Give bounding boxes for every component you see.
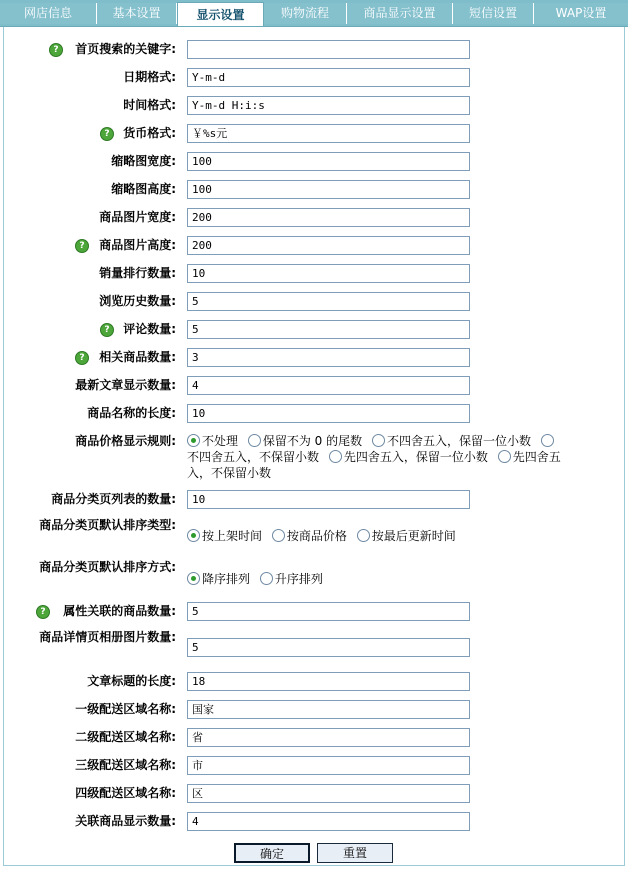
field-label: 时间格式:: [123, 98, 176, 112]
radio-label: 先四舍五入，保留一位小数: [343, 450, 488, 464]
tab-goods-display[interactable]: 商品显示设置: [347, 3, 453, 24]
field-label: 最新文章显示数量:: [75, 378, 176, 392]
goods-name-length-input[interactable]: 10: [187, 404, 470, 423]
row-currency-format: [4, 124, 624, 144]
field-label: 日期格式:: [123, 70, 176, 84]
field-label: 销量排行数量:: [99, 266, 176, 280]
row-image-width: [4, 208, 624, 228]
field-label: 关联商品显示数量:: [75, 814, 176, 828]
field-label: 评论数量:: [123, 322, 176, 336]
history-number-input[interactable]: 5: [187, 292, 470, 311]
row-sort-type: [4, 518, 624, 550]
settings-form: [3, 27, 625, 866]
row-article-title-length: [4, 672, 624, 692]
thumb-width-input[interactable]: 100: [187, 152, 470, 171]
image-height-input[interactable]: 200: [187, 236, 470, 255]
radio-label: 升序排列: [274, 572, 323, 586]
radio-label: 不四舍五入，不保留小数: [187, 450, 320, 464]
radio-sort-order-0[interactable]: [187, 572, 200, 585]
currency-format-input[interactable]: ￥%s元: [187, 124, 470, 143]
field-label: 一级配送区域名称:: [75, 702, 176, 716]
radio-label: 不四舍五入，保留一位小数: [386, 434, 531, 448]
radio-label: 按最后更新时间: [371, 529, 456, 543]
field-label: 四级配送区域名称:: [75, 786, 176, 800]
field-label: 商品图片高度:: [99, 238, 176, 252]
field-label: 三级配送区域名称:: [75, 758, 176, 772]
tab-display-settings[interactable]: 显示设置: [177, 2, 264, 26]
time-format-input[interactable]: Y-m-d H:i:s: [187, 96, 470, 115]
radio-label: 降序排列: [202, 572, 251, 586]
row-comments-number: [4, 320, 624, 340]
related-goods-display-input[interactable]: 4: [187, 812, 470, 831]
tab-wap-settings[interactable]: WAP设置: [534, 3, 628, 24]
radio-label: 按上架时间: [202, 529, 263, 543]
tab-basic-settings[interactable]: 基本设置: [97, 3, 177, 24]
radio-label: 先四舍五入，不保留小数: [187, 450, 561, 480]
radio-price-format-0[interactable]: [187, 434, 200, 447]
field-label: 商品分类页默认排序类型:: [39, 518, 176, 532]
page-size-input[interactable]: 10: [187, 490, 470, 509]
row-search-keywords: [4, 40, 624, 60]
related-goods-number-input[interactable]: 3: [187, 348, 470, 367]
tab-shopping-flow[interactable]: 购物流程: [264, 3, 347, 24]
goods-gallery-number-input[interactable]: 5: [187, 638, 470, 657]
article-number-input[interactable]: 4: [187, 376, 470, 395]
sort-type-radio-group: [187, 528, 567, 544]
row-article-number: [4, 376, 624, 396]
row-region-3: [4, 756, 624, 776]
reset-button[interactable]: 重置: [317, 843, 393, 863]
row-goods-name-length: [4, 404, 624, 424]
field-label: 相关商品数量:: [99, 350, 176, 364]
radio-label: 不处理: [202, 434, 239, 448]
date-format-input[interactable]: Y-m-d: [187, 68, 470, 87]
radio-sort-type-2[interactable]: [357, 529, 370, 542]
attr-related-number-input[interactable]: 5: [187, 602, 470, 621]
radio-sort-order-1[interactable]: [260, 572, 273, 585]
field-label: 商品图片宽度:: [99, 210, 176, 224]
top-number-input[interactable]: 10: [187, 264, 470, 283]
field-label: 属性关联的商品数量:: [63, 604, 176, 618]
field-label: 商品分类页列表的数量:: [51, 492, 176, 506]
row-image-height: [4, 236, 624, 256]
radio-price-format-5[interactable]: [498, 450, 511, 463]
row-sort-order: [4, 560, 624, 592]
field-label: 商品价格显示规则:: [75, 434, 176, 448]
radio-sort-type-0[interactable]: [187, 529, 200, 542]
radio-price-format-1[interactable]: [248, 434, 261, 447]
row-region-2: [4, 728, 624, 748]
radio-sort-type-1[interactable]: [272, 529, 285, 542]
row-region-4: [4, 784, 624, 804]
row-related-goods-number: [4, 348, 624, 368]
help-icon[interactable]: ?: [75, 351, 89, 365]
comments-number-input[interactable]: 5: [187, 320, 470, 339]
row-related-goods-display: [4, 812, 624, 832]
help-icon[interactable]: ?: [49, 43, 63, 57]
help-icon[interactable]: ?: [75, 239, 89, 253]
radio-price-format-4[interactable]: [329, 450, 342, 463]
thumb-height-input[interactable]: 100: [187, 180, 470, 199]
tab-sms-settings[interactable]: 短信设置: [453, 3, 534, 24]
help-icon[interactable]: ?: [100, 323, 114, 337]
radio-price-format-3[interactable]: [541, 434, 554, 447]
field-label: 缩略图宽度:: [111, 154, 176, 168]
region-4-input[interactable]: 区: [187, 784, 470, 803]
radio-label: 保留不为 0 的尾数: [262, 434, 363, 448]
field-label: 货币格式:: [123, 126, 176, 140]
row-region-1: [4, 700, 624, 720]
row-price-format: [4, 433, 624, 485]
field-label: 商品详情页相册图片数量:: [39, 630, 176, 644]
row-time-format: [4, 96, 624, 116]
field-label: 首页搜索的关键字:: [75, 42, 176, 56]
row-page-size: [4, 490, 624, 510]
row-attr-related-number: [4, 602, 624, 622]
region-3-input[interactable]: 市: [187, 756, 470, 775]
row-date-format: [4, 68, 624, 88]
row-history-number: [4, 292, 624, 312]
row-top-number: [4, 264, 624, 284]
tab-bar: [0, 0, 628, 27]
help-icon[interactable]: ?: [100, 127, 114, 141]
article-title-length-input[interactable]: 18: [187, 672, 470, 691]
field-label: 浏览历史数量:: [99, 294, 176, 308]
row-thumb-width: [4, 152, 624, 172]
radio-price-format-2[interactable]: [372, 434, 385, 447]
row-thumb-height: [4, 180, 624, 200]
field-label: 二级配送区域名称:: [75, 730, 176, 744]
region-1-input[interactable]: 国家: [187, 700, 470, 719]
help-icon[interactable]: ?: [36, 605, 50, 619]
submit-button[interactable]: 确定: [234, 843, 310, 863]
tab-shop-info[interactable]: 网店信息: [0, 3, 97, 24]
field-label: 缩略图高度:: [111, 182, 176, 196]
image-width-input[interactable]: 200: [187, 208, 470, 227]
sort-order-radio-group: [187, 571, 567, 587]
search-keywords-input[interactable]: [187, 40, 470, 59]
row-goods-gallery-number: [4, 630, 624, 664]
field-label: 商品名称的长度:: [87, 406, 176, 420]
radio-label: 按商品价格: [286, 529, 347, 543]
price-format-radio-group: [187, 433, 567, 481]
field-label: 商品分类页默认排序方式:: [39, 560, 176, 574]
region-2-input[interactable]: 省: [187, 728, 470, 747]
field-label: 文章标题的长度:: [87, 674, 176, 688]
